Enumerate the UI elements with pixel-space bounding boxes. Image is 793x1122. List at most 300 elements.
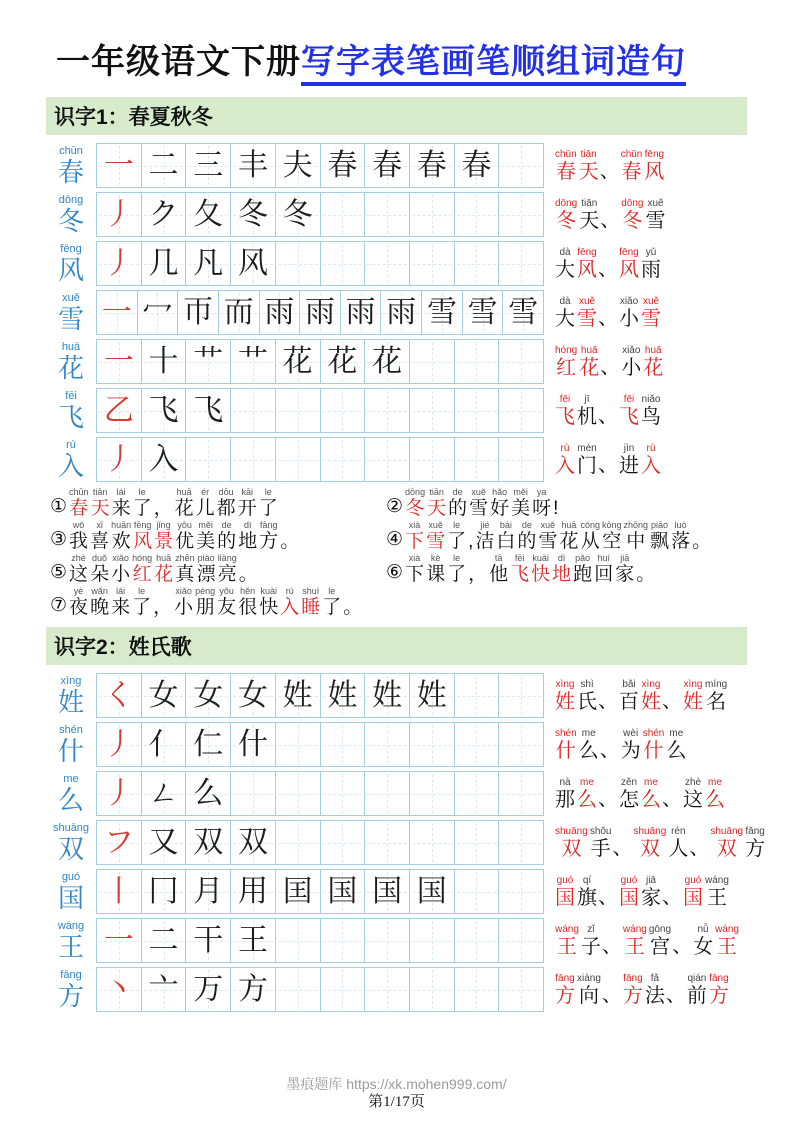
hanzi: 王 (717, 935, 738, 958)
stroke-glyph: 丿 (103, 727, 134, 761)
target-hanzi: 王 (57, 932, 84, 962)
stroke-glyph: 一 (103, 923, 134, 957)
stroke-cell (230, 967, 276, 1012)
stroke-glyph: 入 (148, 442, 179, 476)
stroke-glyph: 雨 (386, 295, 417, 329)
stroke-glyph: 春 (461, 148, 492, 182)
stroke-cell (141, 918, 187, 963)
sentence-unit (89, 554, 110, 584)
footer-site-text: 墨痕题库 https://xk.mohen999.com/ (286, 1075, 507, 1092)
word-unit (665, 729, 687, 761)
stroke-glyph: 凡 (193, 246, 224, 280)
empty-practice-cell (498, 869, 544, 914)
word-unit (618, 876, 640, 908)
hanzi: 双 (639, 837, 660, 860)
sentence-unit (426, 488, 447, 518)
pinyin: tiān (429, 487, 444, 497)
hanzi: 国 (555, 886, 575, 909)
word-unit (667, 827, 689, 859)
stroke-glyph: 丿 (103, 442, 134, 476)
sentence-unit (153, 554, 174, 584)
hanzi: 风 (577, 258, 597, 281)
word-unit (618, 297, 640, 329)
pinyin: kuài (260, 586, 277, 596)
char-row (46, 720, 747, 769)
hanzi: 花 (643, 356, 664, 379)
stroke-cell (141, 722, 187, 767)
pinyin: chūn (69, 487, 89, 497)
word-unit (578, 150, 600, 182)
sentence (50, 488, 380, 518)
target-hanzi: 飞 (57, 402, 84, 432)
pinyin: duǒ (92, 553, 108, 563)
word-separator: 、 (612, 836, 633, 859)
pinyin: fēi (623, 393, 635, 405)
sentence-unit (474, 521, 495, 551)
sentence (386, 554, 747, 584)
target-hanzi: 什 (57, 736, 84, 766)
stroke-order-grid (96, 241, 544, 286)
word-unit (744, 827, 766, 859)
word-separator: 、 (662, 689, 682, 712)
hanzi: 方 (622, 984, 643, 1007)
stroke-cell (364, 869, 410, 914)
hanzi: 雪 (469, 498, 489, 519)
pinyin: niǎo (641, 393, 661, 405)
word-separator: 、 (600, 355, 621, 378)
stroke-glyph: 仁 (193, 727, 224, 761)
hanzi: 喜 (90, 531, 110, 552)
pinyin: fāng (259, 520, 278, 530)
word-unit (640, 444, 662, 476)
hanzi: 姓 (641, 690, 661, 713)
stroke-order-grid (96, 918, 544, 963)
hanzi: 姓 (555, 690, 575, 713)
empty-practice-cell (409, 241, 455, 286)
stroke-cell (218, 290, 260, 335)
word-unit (640, 778, 662, 810)
stroke-cell (462, 290, 504, 335)
stroke-cell (409, 143, 455, 188)
pinyin: dà (559, 246, 571, 258)
stroke-glyph: 十 (148, 344, 179, 378)
word-unit (644, 974, 666, 1006)
word-unit (554, 444, 576, 476)
stroke-cell (96, 192, 142, 237)
hanzi: 入 (280, 597, 300, 618)
sentence-unit (572, 554, 593, 584)
stroke-cell (340, 290, 382, 335)
stroke-glyph: 雨 (305, 295, 336, 329)
target-pinyin: fēi (65, 390, 77, 402)
empty-practice-cell (454, 437, 500, 482)
stroke-cell (141, 241, 187, 286)
empty-practice-cell (409, 192, 455, 237)
pinyin: de (521, 520, 532, 530)
hanzi: 冬 (405, 498, 425, 519)
hanzi: 的 (217, 531, 237, 552)
hanzi: ， (468, 564, 488, 585)
word-unit (618, 248, 640, 280)
stroke-cell (230, 820, 276, 865)
stroke-cell (185, 241, 231, 286)
hanzi: 了 (258, 498, 278, 519)
sentence-unit (195, 488, 216, 518)
stroke-cell (409, 869, 455, 914)
empty-practice-cell (230, 771, 276, 816)
word-unit (645, 199, 667, 231)
target-character (46, 391, 96, 430)
pinyin: fāng (709, 972, 729, 984)
word-unit (576, 444, 598, 476)
pinyin: bǎi (622, 678, 636, 690)
hanzi: 雨 (641, 258, 661, 281)
target-hanzi: 双 (57, 834, 84, 864)
pinyin: yǔ (645, 246, 657, 258)
sentence-unit (217, 554, 238, 584)
word-separator: 、 (598, 306, 618, 329)
pinyin: le (138, 487, 146, 497)
word-list (544, 395, 747, 427)
stroke-cell (185, 143, 231, 188)
stroke-glyph: 国 (372, 874, 403, 908)
sentence-unit (111, 488, 132, 518)
target-character (46, 342, 96, 381)
word-unit (618, 395, 640, 427)
hanzi: 怎 (619, 788, 639, 811)
target-hanzi: 入 (57, 451, 84, 481)
empty-practice-cell (275, 771, 321, 816)
word-unit (554, 778, 576, 810)
hanzi: 方 (555, 984, 575, 1007)
hanzi: ， (153, 597, 173, 618)
stroke-cell (259, 290, 301, 335)
stroke-order-grid (96, 869, 544, 914)
hanzi: 机 (577, 405, 597, 428)
pinyin: shuāng (710, 825, 744, 837)
word-separator: 、 (672, 934, 693, 957)
hanzi: 来 (111, 498, 131, 519)
word-separator: 、 (601, 983, 622, 1006)
hanzi: 王 (556, 935, 577, 958)
section-header: 识字2：姓氏歌 (46, 627, 747, 665)
stroke-glyph: 女 (237, 678, 268, 712)
stroke-glyph: ㄥ (148, 776, 179, 810)
empty-practice-cell (364, 722, 410, 767)
target-character (46, 440, 96, 479)
pinyin: dōng (621, 197, 644, 209)
hanzi: 了 (132, 498, 152, 519)
sentence-unit (300, 587, 321, 617)
word-unit (554, 680, 576, 712)
word-unit (554, 827, 589, 859)
target-hanzi: 冬 (57, 206, 84, 236)
empty-practice-cell (320, 771, 366, 816)
section-shizi-2 (46, 627, 766, 1014)
sentence-number: ⑦ (50, 595, 68, 617)
pinyin: me (669, 727, 684, 739)
pinyin: qián (687, 972, 707, 984)
stroke-cell (96, 771, 142, 816)
sentence-unit (446, 554, 467, 584)
empty-practice-cell (320, 722, 366, 767)
pinyin: ya (536, 487, 547, 497)
hanzi: 宫 (649, 935, 670, 958)
stroke-cell (185, 820, 231, 865)
target-pinyin: xuě (62, 292, 80, 304)
hanzi: 来 (111, 597, 131, 618)
stroke-cell (96, 241, 142, 286)
stroke-glyph: 丶 (103, 972, 134, 1006)
word-list (544, 729, 747, 761)
target-hanzi: 春 (57, 157, 84, 187)
stroke-cell (230, 339, 276, 384)
empty-practice-cell (454, 673, 500, 718)
hanzi: ， (153, 498, 173, 519)
empty-practice-cell (409, 820, 455, 865)
sentence-unit (649, 521, 670, 551)
stroke-order-grid (96, 143, 544, 188)
empty-practice-cell (364, 771, 410, 816)
hanzi: 小 (111, 564, 131, 585)
hanzi: 这 (683, 788, 703, 811)
empty-practice-cell (409, 771, 455, 816)
pinyin: dà (559, 295, 571, 307)
stroke-glyph: 王 (237, 923, 268, 957)
empty-practice-cell (409, 437, 455, 482)
stroke-glyph: 三 (193, 148, 224, 182)
pinyin: fēi (559, 393, 571, 405)
hanzi: 真 (175, 564, 195, 585)
hanzi: 跑 (573, 564, 593, 585)
stroke-cell (275, 192, 321, 237)
sentence-unit (153, 488, 174, 518)
hanzi: 的 (448, 498, 468, 519)
pinyin: rù (646, 442, 656, 454)
word-unit (554, 925, 580, 957)
pinyin: jiā (645, 874, 656, 886)
hanzi: 中 (626, 531, 646, 552)
target-character (46, 970, 96, 1009)
stroke-glyph: く (103, 678, 134, 712)
word-list (544, 297, 747, 329)
stroke-cell (230, 869, 276, 914)
hanzi: 。 (636, 564, 656, 585)
stroke-glyph: 姓 (327, 678, 358, 712)
word-list (544, 346, 747, 378)
stroke-cell (141, 192, 187, 237)
sentence-unit (131, 554, 153, 584)
pinyin: tā (494, 553, 503, 563)
hanzi: 飘 (650, 531, 670, 552)
hanzi: 。 (692, 531, 712, 552)
pinyin: xìng (683, 678, 703, 690)
empty-practice-cell (275, 241, 321, 286)
stroke-glyph: 一 (101, 295, 132, 329)
sentence-unit (68, 554, 89, 584)
sentence-unit (131, 587, 152, 617)
target-pinyin: chūn (59, 145, 83, 157)
stroke-order-grid (96, 290, 544, 335)
hanzi: 姓 (683, 690, 703, 713)
target-pinyin: fāng (60, 969, 82, 981)
word-unit (640, 297, 662, 329)
pinyin: zhè (71, 553, 86, 563)
hanzi: 夜 (69, 597, 89, 618)
pinyin: lái (116, 487, 126, 497)
word-unit (576, 974, 602, 1006)
pinyin: xuě (642, 295, 660, 307)
pinyin: měi (513, 487, 528, 497)
stroke-glyph: 飞 (148, 393, 179, 427)
pinyin: wáng (715, 923, 739, 935)
target-pinyin: xìng (60, 675, 82, 687)
stroke-cell (141, 869, 187, 914)
hanzi: 双 (561, 837, 582, 860)
hanzi: 什 (643, 739, 664, 762)
word-unit (620, 729, 642, 761)
stroke-glyph: 姓 (416, 678, 447, 712)
hanzi: 女 (693, 935, 714, 958)
word-unit (589, 827, 613, 859)
pinyin: fēng (133, 520, 152, 530)
stroke-glyph: 雨 (345, 295, 376, 329)
word-separator: 、 (599, 159, 620, 182)
empty-practice-cell (454, 339, 500, 384)
word-separator: 、 (598, 257, 618, 280)
pinyin: hóng (132, 553, 153, 563)
word-unit (640, 395, 662, 427)
stroke-glyph: 而 (223, 295, 254, 329)
pinyin: guó (684, 874, 702, 886)
pinyin: huā (156, 553, 172, 563)
stroke-order-grid (96, 771, 544, 816)
pinyin: me (708, 776, 722, 788)
stroke-glyph: 春 (372, 148, 403, 182)
sentence-unit (551, 554, 572, 584)
stroke-glyph: 亻 (148, 727, 179, 761)
word-unit (554, 199, 578, 231)
hanzi: 快 (259, 597, 279, 618)
word-unit (554, 729, 578, 761)
stroke-cell (96, 388, 142, 433)
pinyin: guó (620, 874, 638, 886)
hanzi: 空 (602, 531, 622, 552)
sentence-number: ③ (50, 529, 68, 551)
word-separator: 、 (662, 885, 682, 908)
pinyin: huā (644, 344, 662, 356)
word-separator: 、 (689, 836, 710, 859)
sentence-unit (446, 521, 467, 551)
word-unit (578, 346, 600, 378)
stroke-cell (275, 339, 321, 384)
pinyin: jǐng (156, 520, 171, 530)
page-title (56, 34, 747, 83)
pinyin: yǒu (219, 586, 234, 596)
sentence-unit (447, 488, 468, 518)
pinyin: fēng (619, 246, 639, 258)
pinyin: le (328, 586, 336, 596)
stroke-cell (320, 673, 366, 718)
empty-practice-cell (320, 241, 366, 286)
hanzi: 花 (559, 531, 579, 552)
empty-practice-cell (498, 241, 544, 286)
empty-practice-cell (364, 967, 410, 1012)
hanzi: 小 (621, 356, 642, 379)
stroke-order-grid (96, 192, 544, 237)
empty-practice-cell (320, 388, 366, 433)
stroke-cell (141, 437, 187, 482)
char-row (46, 867, 747, 916)
sentence (50, 587, 380, 617)
word-unit (704, 876, 730, 908)
sentence-unit (404, 554, 425, 584)
word-unit (554, 395, 576, 427)
hanzi: 了 (322, 597, 342, 618)
empty-practice-cell (364, 192, 410, 237)
empty-practice-cell (498, 967, 544, 1012)
hanzi: 天 (579, 209, 600, 232)
char-row (46, 818, 766, 867)
pinyin: xuě (578, 295, 596, 307)
pinyin: fēng (644, 148, 665, 160)
word-unit (622, 925, 648, 957)
pinyin: wèi (623, 727, 639, 739)
word-unit (648, 925, 672, 957)
stroke-cell (185, 918, 231, 963)
stroke-order-grid (96, 339, 544, 384)
hanzi: 进 (619, 454, 639, 477)
pinyin: tiān (581, 197, 598, 209)
pinyin: le (453, 520, 461, 530)
hanzi: 雪 (645, 209, 666, 232)
sentence-unit (601, 521, 623, 551)
stroke-glyph: 双 (193, 825, 224, 859)
empty-practice-cell (498, 437, 544, 482)
word-unit (618, 778, 640, 810)
empty-practice-cell (230, 437, 276, 482)
stroke-cell (502, 290, 544, 335)
pinyin: jié (480, 520, 490, 530)
stroke-order-grid (96, 967, 544, 1012)
word-unit (618, 680, 640, 712)
word-list (544, 680, 747, 712)
pinyin: měi (198, 520, 213, 530)
sentence-unit (509, 554, 530, 584)
stroke-cell (177, 290, 219, 335)
hanzi: 花 (154, 564, 174, 585)
target-hanzi: 么 (57, 785, 84, 815)
hanzi: 优 (175, 531, 195, 552)
word-list (544, 827, 766, 859)
sentence-unit (558, 521, 579, 551)
stroke-glyph: 艹 (237, 344, 268, 378)
empty-practice-cell (364, 388, 410, 433)
sentence-unit (68, 587, 89, 617)
pinyin: huān (111, 520, 132, 530)
empty-practice-cell (454, 967, 500, 1012)
target-character (46, 921, 96, 960)
stroke-cell (141, 820, 187, 865)
stroke-cell (299, 290, 341, 335)
pinyin: zhōng (623, 520, 649, 530)
pinyin: zhēn (175, 553, 195, 563)
sentence-unit (196, 554, 217, 584)
stroke-glyph: 艹 (193, 344, 224, 378)
hanzi: 小 (619, 307, 639, 330)
word-unit (640, 680, 662, 712)
hanzi: 睡 (301, 597, 321, 618)
